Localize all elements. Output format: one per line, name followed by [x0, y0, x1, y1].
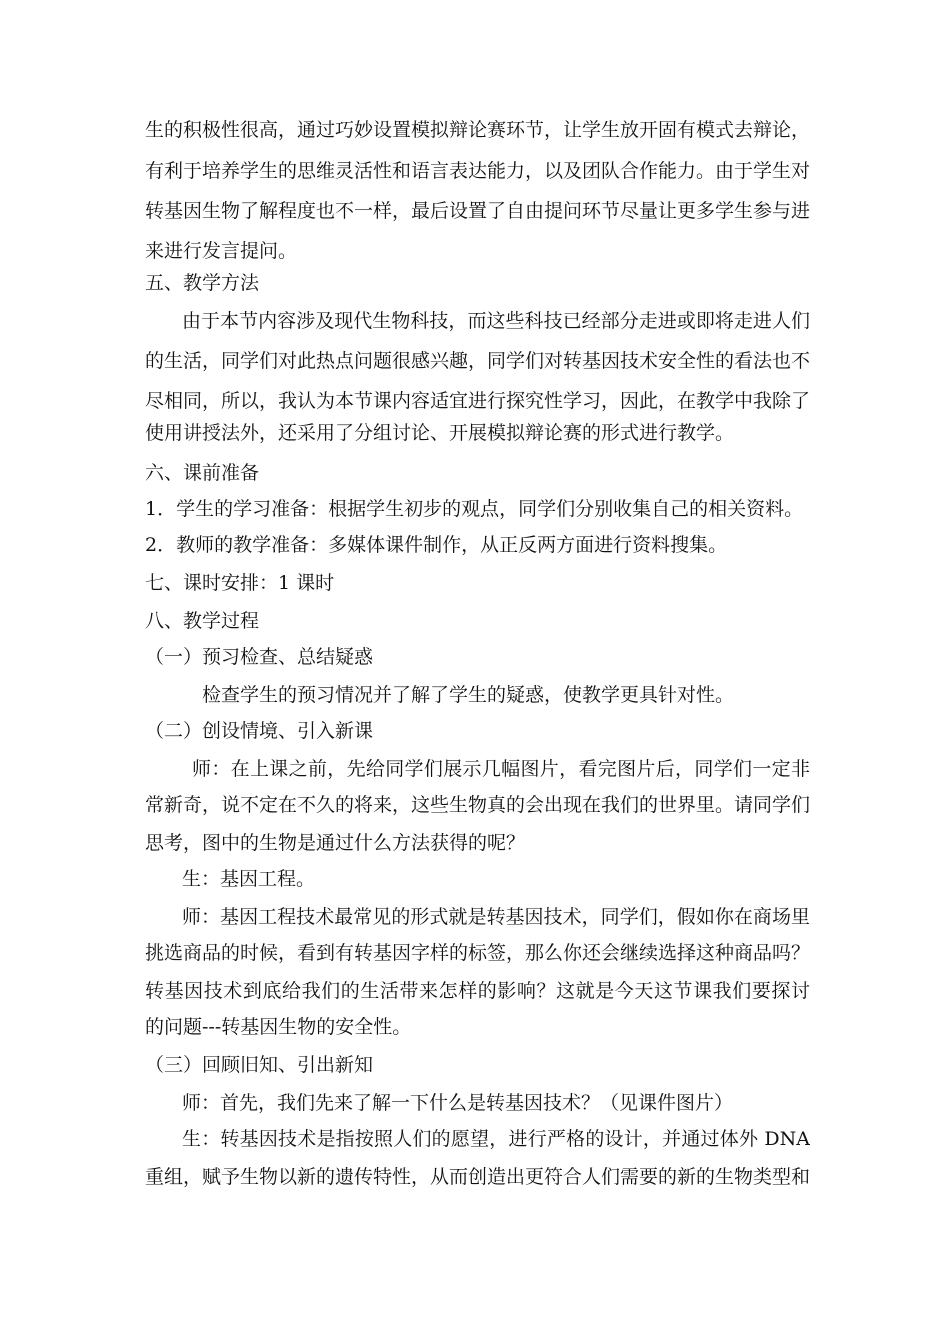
paragraph-line: 转基因生物了解程度也不一样，最后设置了自由提问环节尽量让更多学生参与进: [145, 200, 810, 222]
paragraph-line: 由于本节内容涉及现代生物科技，而这些科技已经部分走进或即将走进人们: [182, 310, 810, 332]
paragraph-line: 使用讲授法外，还采用了分组讨论、开展模拟辩论赛的形式进行教学。: [145, 422, 735, 444]
list-item: 1．学生的学习准备：根据学生初步的观点，同学们分别收集自己的相关资料。: [145, 498, 804, 520]
section-heading: 六、课前准备: [145, 462, 260, 484]
section-heading: 八、教学过程: [145, 610, 260, 632]
paragraph-line: 师：基因工程技术最常见的形式就是转基因技术，同学们，假如你在商场里: [182, 906, 810, 928]
paragraph-line: 尽相同，所以，我认为本节课内容适宜进行探究性学习，因此，在教学中我除了: [145, 390, 810, 412]
paragraph-line: 有利于培养学生的思维灵活性和语言表达能力，以及团队合作能力。由于学生对: [145, 160, 810, 182]
paragraph-line: 师：首先，我们先来了解一下什么是转基因技术？（见课件图片）: [182, 1092, 734, 1114]
section-heading: 七、课时安排：1 课时: [145, 572, 335, 594]
paragraph-line: 的生活，同学们对此热点问题很感兴趣，同学们对转基因技术安全性的看法也不: [145, 350, 810, 372]
paragraph-line: 检查学生的预习情况并了解了学生的疑惑，使教学更具针对性。: [202, 684, 735, 706]
paragraph-line: 挑选商品的时候，看到有转基因字样的标签，那么你还会继续选择这种商品吗？: [145, 942, 810, 964]
paragraph-line: 生的积极性很高，通过巧妙设置模拟辩论赛环节，让学生放开固有模式去辩论，: [145, 119, 810, 141]
paragraph-line: 重组，赋予生物以新的遗传特性，从而创造出更符合人们需要的新的生物类型和: [145, 1166, 810, 1188]
list-item: 2．教师的教学准备：多媒体课件制作，从正反两方面进行资料搜集。: [145, 534, 728, 556]
paragraph-line: 的问题---转基因生物的安全性。: [145, 1016, 412, 1038]
subsection-heading: （二）创设情境、引入新课: [145, 720, 374, 742]
paragraph-line: 常新奇，说不定在不久的将来，这些生物真的会出现在我们的世界里。请同学们: [145, 794, 810, 816]
subsection-heading: （一）预习检查、总结疑惑: [145, 646, 374, 668]
section-heading: 五、教学方法: [145, 272, 260, 294]
paragraph-line: 师：在上课之前，先给同学们展示几幅图片，看完图片后，同学们一定非: [192, 758, 810, 780]
paragraph-line: 生：转基因技术是指按照人们的愿望，进行严格的设计，并通过体外 DNA: [182, 1128, 810, 1150]
paragraph-line: 生：基因工程。: [182, 868, 316, 890]
paragraph-line: 来进行发言提问。: [145, 240, 298, 262]
paragraph-line: 转基因技术到底给我们的生活带来怎样的影响？这就是今天这节课我们要探讨: [145, 980, 810, 1002]
subsection-heading: （三）回顾旧知、引出新知: [145, 1054, 374, 1076]
paragraph-line: 思考，图中的生物是通过什么方法获得的呢？: [145, 832, 526, 854]
